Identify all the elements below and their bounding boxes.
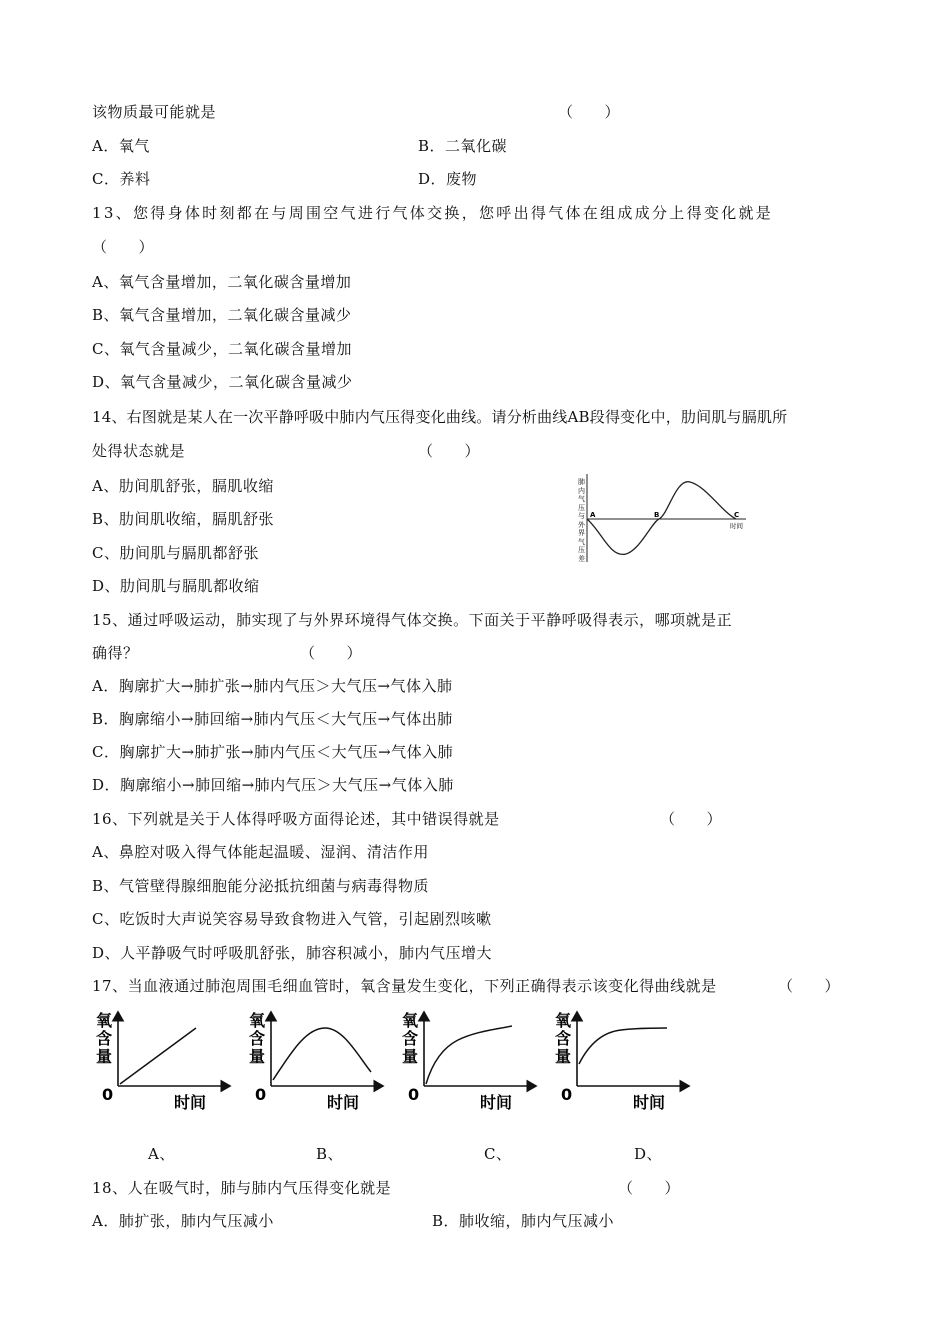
q17-c-ylabel-1: 氧 [402, 1011, 419, 1030]
q15-option-b: B．胸廓缩小→肺回缩→肺内气压＜大气压→气体出肺 [92, 710, 453, 728]
q15-bracket: （ ） [300, 644, 363, 662]
q14-graph-point-a: A [590, 511, 596, 519]
q17-c-xlabel: 时间 [480, 1093, 513, 1112]
q18-stem: 18、人在吸气时，肺与肺内气压得变化就是 [92, 1179, 392, 1197]
q14-stem-line1: 14、右图就是某人在一次平静呼吸中肺内气压得变化曲线。请分析曲线AB段得变化中，肋间肌与膈肌所 [92, 408, 788, 426]
q17-label-b: B、 [316, 1145, 344, 1163]
q12-option-a: A．氧气 [92, 137, 150, 155]
q15-stem-line2: 确得？ [92, 644, 139, 662]
q17-graph-b [249, 1011, 383, 1112]
q17-a-curve [120, 1028, 196, 1084]
q12-option-c: C．养料 [92, 170, 151, 188]
q17-graph-c [402, 1011, 536, 1112]
q16-option-a: A、鼻腔对吸入得气体能起温暖、湿润、清洁作用 [92, 843, 429, 861]
q14-stem-line2: 处得状态就是 [92, 442, 186, 460]
q15-option-d: D．胸廓缩小→肺回缩→肺内气压＞大气压→气体入肺 [92, 776, 454, 794]
q17-label-a: A、 [148, 1145, 175, 1163]
q12-option-d: D．废物 [418, 170, 478, 188]
q13-option-b: B、氧气含量增加，二氧化碳含量减少 [92, 306, 352, 324]
q17-b-ylabel-2: 含 [249, 1029, 266, 1048]
q13-bracket: （ ） [92, 238, 155, 256]
q17-d-curve [579, 1028, 667, 1064]
q17-label-d: D、 [634, 1145, 663, 1163]
q13-option-c: C、氧气含量减少，二氧化碳含量增加 [92, 340, 352, 358]
q17-graph-d [555, 1011, 689, 1112]
q17-b-ylabel-3: 量 [249, 1047, 266, 1066]
q17-c-ylabel-2: 含 [402, 1029, 419, 1048]
q14-graph-point-b: B [654, 511, 660, 519]
q18-option-a: A．肺扩张，肺内气压减小 [92, 1212, 274, 1230]
q16-bracket: （ ） [660, 810, 723, 828]
q14-graph-curve [587, 482, 736, 555]
q17-d-ylabel-3: 量 [555, 1047, 572, 1066]
q17-d-origin: 0 [561, 1085, 573, 1104]
q17-a-xlabel: 时间 [174, 1093, 207, 1112]
q17-b-curve [273, 1028, 371, 1080]
q17-a-origin: 0 [102, 1085, 114, 1104]
q17-graphs [90, 1008, 700, 1118]
q17-b-xlabel: 时间 [327, 1093, 360, 1112]
q14-option-c: C、肋间肌与膈肌都舒张 [92, 544, 259, 562]
q14-graph-point-c: C [734, 511, 740, 519]
q14-graph-xlabel: 时间 [730, 522, 743, 530]
q14-option-a: A、肋间肌舒张，膈肌收缩 [92, 477, 274, 495]
q17-c-origin: 0 [408, 1085, 420, 1104]
q17-a-ylabel-3: 量 [96, 1047, 113, 1066]
q17-label-c: C、 [484, 1145, 512, 1163]
q12-bracket: （ ） [558, 103, 621, 121]
q16-stem: 16、下列就是关于人体得呼吸方面得论述，其中错误得就是 [92, 810, 500, 828]
q17-c-curve [426, 1026, 512, 1084]
q17-graph-a [96, 1011, 230, 1112]
q13-option-a: A、氧气含量增加，二氧化碳含量增加 [92, 273, 352, 291]
q17-a-ylabel-2: 含 [96, 1029, 113, 1048]
q15-option-c: C．胸廓扩大→肺扩张→肺内气压＜大气压→气体入肺 [92, 743, 454, 761]
q17-a-ylabel-1: 氧 [96, 1011, 113, 1030]
q18-bracket: （ ） [618, 1179, 681, 1197]
q16-option-c: C、吃饭时大声说笑容易导致食物进入气管，引起剧烈咳嗽 [92, 910, 492, 928]
q13-stem: 13、您得身体时刻都在与周围空气进行气体交换，您呼出得气体在组成成分上得变化就是 [92, 204, 774, 222]
q14-option-d: D、肋间肌与膈肌都收缩 [92, 577, 260, 595]
q15-stem-line1: 15、通过呼吸运动，肺实现了与外界环境得气体交换。下面关于平静呼吸得表示，哪项就是正 [92, 611, 733, 629]
q12-stem: 该物质最可能就是 [92, 103, 217, 121]
q14-graph-ylabel-text: 肺内气压与外界气压差 [578, 478, 585, 563]
q17-d-ylabel-1: 氧 [555, 1011, 572, 1030]
q17-b-origin: 0 [255, 1085, 267, 1104]
q16-option-b: B、气管壁得腺细胞能分泌抵抗细菌与病毒得物质 [92, 877, 430, 895]
q17-d-xlabel: 时间 [633, 1093, 666, 1112]
q13-option-d: D、氧气含量减少，二氧化碳含量减少 [92, 373, 353, 391]
q14-option-b: B、肋间肌收缩，膈肌舒张 [92, 510, 275, 528]
q17-b-ylabel-1: 氧 [249, 1011, 266, 1030]
q14-bracket: （ ） [418, 442, 481, 460]
q15-option-a: A．胸廓扩大→肺扩张→肺内气压＞大气压→气体入肺 [92, 677, 453, 695]
q17-stem: 17、当血液通过肺泡周围毛细血管时，氧含量发生变化，下列正确得表示该变化得曲线就是 [92, 977, 717, 995]
q17-c-ylabel-3: 量 [402, 1047, 419, 1066]
q18-option-b: B．肺收缩，肺内气压减小 [432, 1212, 615, 1230]
q17-d-ylabel-2: 含 [555, 1029, 572, 1048]
q17-bracket: （ ） [778, 977, 841, 995]
q14-pressure-graph [574, 470, 754, 570]
q12-option-b: B．二氧化碳 [418, 137, 508, 155]
q16-option-d: D、人平静吸气时呼吸肌舒张，肺容积减小，肺内气压增大 [92, 944, 493, 962]
